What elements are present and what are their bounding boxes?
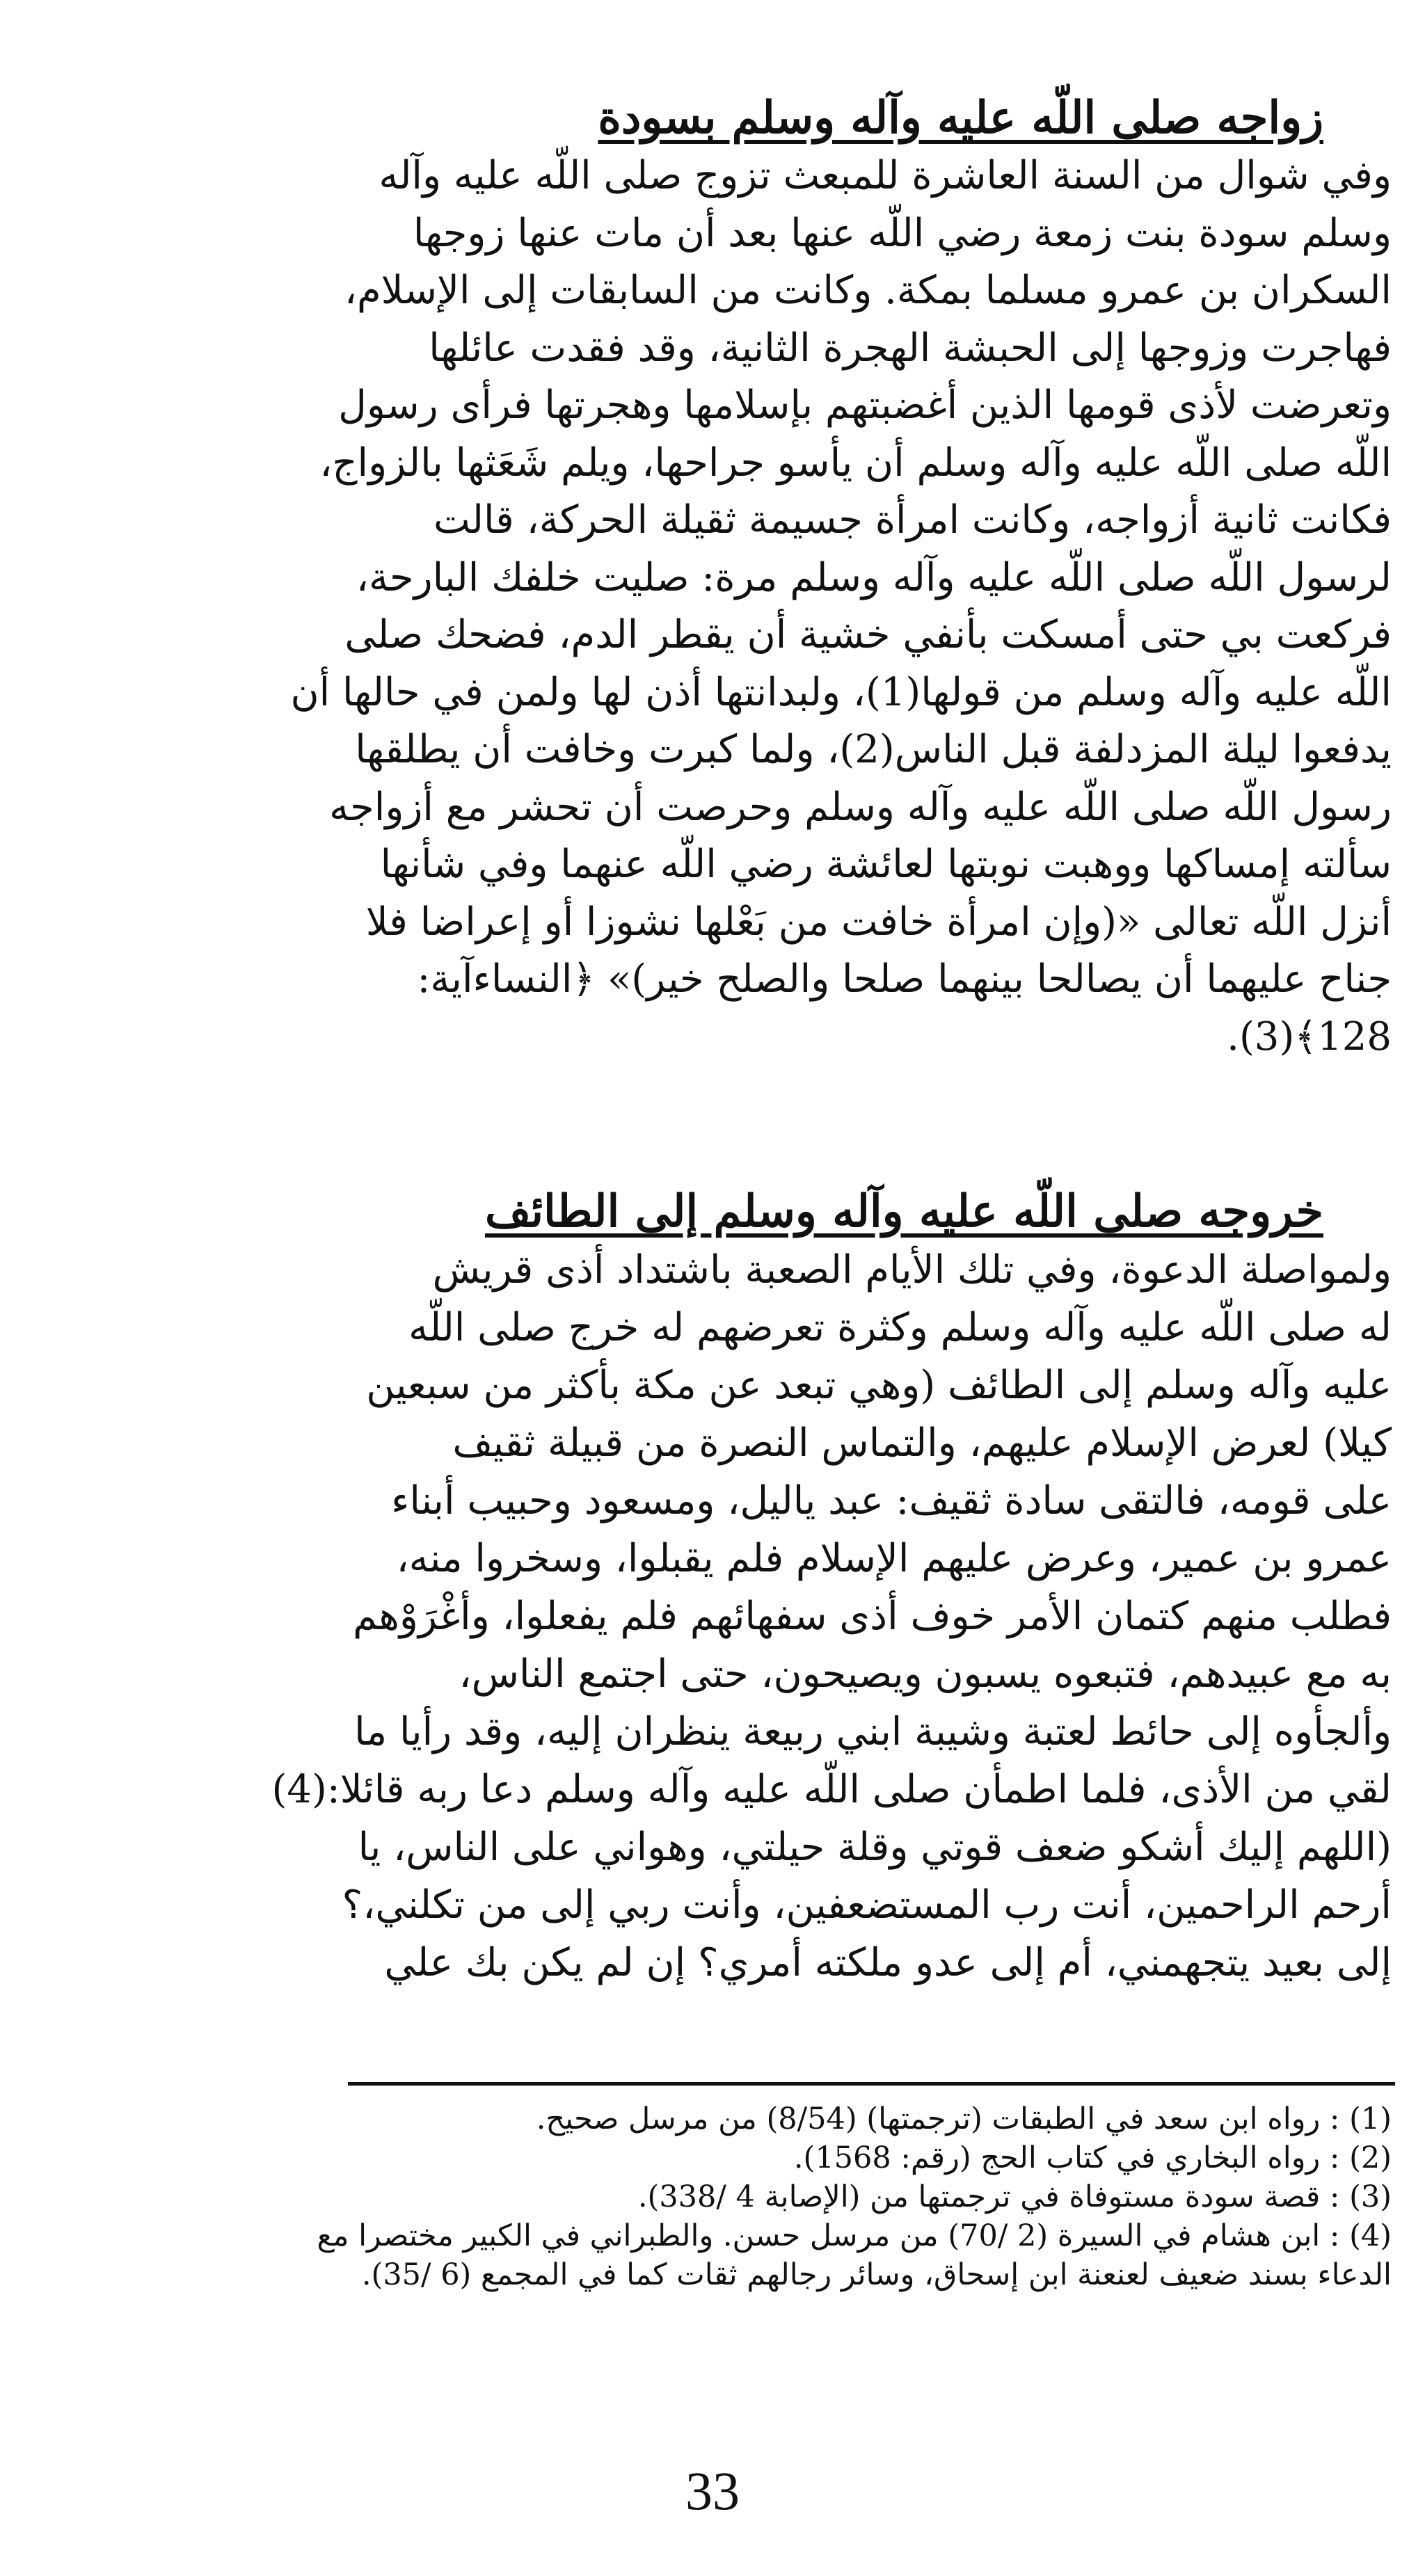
text-line: عمرو بن عمير، وعرض عليهم الإسلام فلم يقبلوا، وسخروا منه،: [396, 1536, 1392, 1581]
text-line: أرحم الراحمين، أنت رب المستضعفين، وأنت ربي إلى من تكلني،؟: [342, 1882, 1392, 1928]
footnote: (3) : قصة سودة مستوفاة في ترجمتها من (الإصابة 4 /338).: [637, 2179, 1392, 2214]
section-sawda-marriage: [28, 89, 1392, 1066]
footnote-divider: [348, 2082, 1395, 2086]
section-body: [28, 147, 1392, 1066]
text-line: فهاجرت وزوجها إلى الحبشة الهجرة الثانية، وقد فقدت عائلها: [429, 325, 1392, 371]
text-line: فركعت بي حتى أمسكت بأنفي خشية أن يقطر الدم، فضحك صلى: [344, 612, 1392, 657]
text-line: ولمواصلة الدعوة، وفي تلك الأيام الصعبة باشتداد أذى قريش: [432, 1247, 1392, 1293]
footnote: (2) : رواه البخاري في كتاب الحج (رقم: 1568).: [793, 2141, 1392, 2175]
footnote: (1) : رواه ابن سعد في الطبقات (ترجمتها) (8/54) من مرسل صحيح.: [536, 2102, 1392, 2136]
footnote: (4) : ابن هشام في السيرة (2 /70) من مرسل حسن. والطبراني في الكبير مختصرا مع: [317, 2218, 1392, 2253]
text-line: فكانت ثانية أزواجه، وكانت امرأة جسيمة ثقيلة الحركة، قالت: [433, 497, 1392, 543]
text-line: (اللهم إليك أشكو ضعف قوتي وقلة حيلتي، وهواني على الناس، يا: [358, 1825, 1392, 1870]
text-line: وتعرضت لأذى قومها الذين أغضبتهم بإسلامها وهجرتها فرأى رسول: [338, 383, 1392, 428]
text-line: به مع عبيدهم، فتبعوه يسبون ويصيحون، حتى اجتمع الناس،: [459, 1651, 1392, 1697]
text-line: على قومه، فالتقى سادة ثقيف: عبد ياليل، ومسعود وحبيب أبناء: [391, 1478, 1392, 1523]
text-line: لرسول اللّه صلى اللّه عليه وآله وسلم مرة: صليت خلفك البارحة،: [356, 554, 1392, 600]
text-line: عليه وآله وسلم إلى الطائف (وهي تبعد عن مكة بأكثر من سبعين: [366, 1363, 1392, 1408]
text-line: وألجأوه إلى حائط لعتبة وشيبة ابني ربيعة ينظران إليه، وقد رأيا ما: [354, 1709, 1392, 1754]
section-taif-journey: [28, 1183, 1392, 1992]
footnote-continuation: الدعاء بسند ضعيف لعنعنة ابن إسحاق، وسائر رجالهم ثقات كما في المجمع (6 /35).: [361, 2257, 1392, 2292]
text-line: اللّه صلى اللّه عليه وآله وسلم أن يأسو جراحها، ويلم شَعَثها بالزواج،: [319, 440, 1392, 486]
text-line: سألته إمساكها ووهبت نوبتها لعائشة رضي اللّه عنهما وفي شأنها: [380, 842, 1392, 887]
text-line: جناح عليهما أن يصالحا بينهما صلحا والصلح خير)» ﴿النساءآية:: [417, 957, 1392, 1002]
section-heading: زواجه صلى اللّه عليه وآله وسلم بسودة: [598, 92, 1323, 144]
text-line: وفي شوال من السنة العاشرة للمبعث تزوج صلى اللّه عليه وآله: [379, 153, 1392, 198]
text-line: له صلى اللّه عليه وآله وسلم وكثرة تعرضهم له خرج صلى اللّه: [408, 1305, 1392, 1350]
text-line: اللّه عليه وآله وسلم من قولها(1)، ولبدانتها أذن لها ولمن في حالها أن: [290, 669, 1392, 715]
page-number: 33: [685, 2461, 740, 2521]
text-line: أنزل اللّه تعالى «(وإن امرأة خافت من بَعْلها نشوزا أو إعراضا فلا: [365, 899, 1392, 945]
text-line: إلى بعيد يتجهمني، أم إلى عدو ملكته أمري؟ إن لم يكن بك علي: [384, 1940, 1392, 1985]
text-line: يدفعوا ليلة المزدلفة قبل الناس(2)، ولما كبرت وخافت أن يطلقها: [355, 727, 1392, 772]
text-line: رسول اللّه صلى اللّه عليه وآله وسلم وحرصت أن تحشر مع أزواجه: [329, 784, 1392, 830]
footnotes: [28, 2099, 1392, 2294]
section-heading: خروجه صلى اللّه عليه وآله وسلم إلى الطائف: [484, 1185, 1323, 1238]
section-body: [28, 1241, 1392, 1992]
text-line: لقي من الأذى، فلما اطمأن صلى اللّه عليه وآله وسلم دعا ربه قائلا:(4): [271, 1767, 1392, 1812]
text-line: كيلا) لعرض الإسلام عليهم، والتماس النصرة من قبيلة ثقيف: [452, 1421, 1392, 1466]
text-line: 128﴾(3).: [1227, 1014, 1392, 1059]
text-line: فطلب منهم كتمان الأمر خوف أذى سفهائهم فلم يفعلوا، وأغْرَوْهم: [353, 1594, 1392, 1639]
text-line: وسلم سودة بنت زمعة رضي اللّه عنها بعد أن مات عنها زوجها: [413, 210, 1392, 256]
text-line: السكران بن عمرو مسلما بمكة. وكانت من السابقات إلى الإسلام،: [344, 268, 1392, 313]
